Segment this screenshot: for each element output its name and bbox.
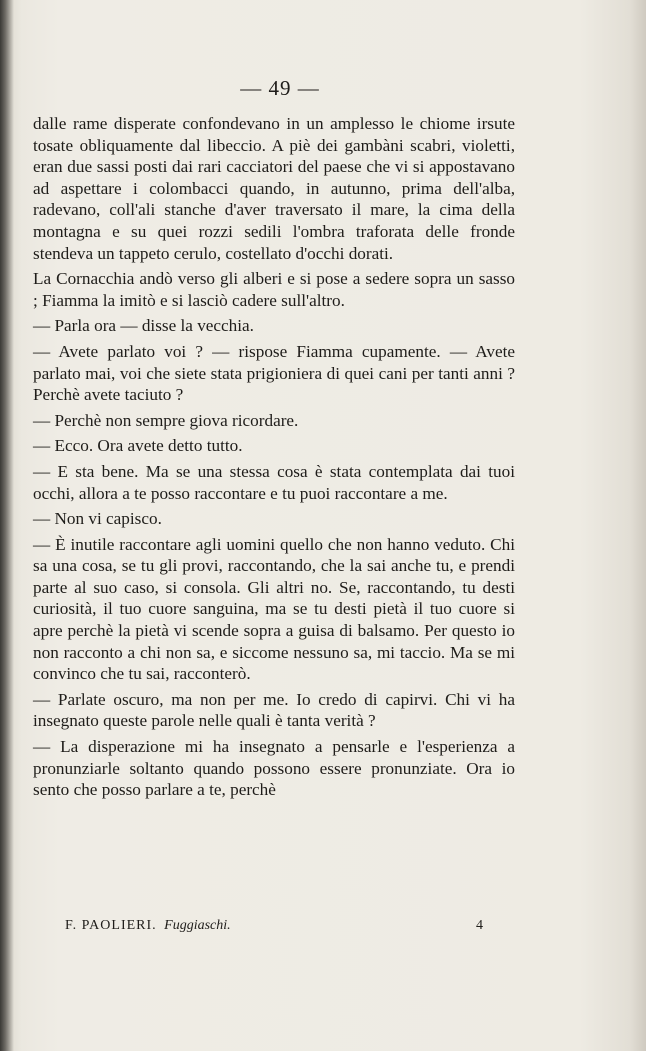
page-footer <box>65 918 483 934</box>
binding-shadow <box>0 0 14 1051</box>
footer-book-title: Fuggiaschi. <box>164 918 231 933</box>
body-text <box>33 113 515 801</box>
paragraph: — E sta bene. Ma se una stessa cosa è stata contemplata dai tuoi occhi, allora a te posso raccontare e tu puoi raccontare a me. <box>33 461 515 503</box>
paragraph: — Non vi capisco. <box>33 509 162 529</box>
footer-author: F. PAOLIERI. <box>65 918 157 933</box>
paragraph: — È inutile raccontare agli uomini quello che non hanno veduto. Chi sa una cosa, se tu gli provi, raccontando, che la sai anche tu, e prendi parte al suo caso, si consola. Gli altri no. Se, raccontando, tu desti curiosità, il tuo cuore sanguina, ma se tu desti pietà il tuo cuore si apre perchè la pietà vi scende sopra a guisa di balsamo. Per questo io non racconto a chi non sa, e siccome nessuno sa, mi taccio. Ma se mi convinco che tu sai, racconterò. <box>33 534 515 684</box>
signature-mark: 4 <box>476 918 483 933</box>
paragraph: — Ecco. Ora avete detto tutto. <box>33 436 243 456</box>
paragraph: La Cornacchia andò verso gli alberi e si pose a sedere sopra un sasso ; Fiamma la imitò e si lasciò cadere sull'altro. <box>33 269 515 310</box>
paragraph: — Parla ora — disse la vecchia. <box>33 316 254 336</box>
paragraph: — Avete parlato voi ? — rispose Fiamma cupamente. — Avete parlato mai, voi che siete stata prigioniera di quei cani per tanti anni ? Perchè avete taciuto ? <box>33 341 515 405</box>
paragraph: dalle rame disperate confondevano in un amplesso le chiome irsute tosate obliquamente dal libeccio. A piè dei gambàni scabri, violetti, eran due sassi posti dai rari cacciatori del paese che vi si appostavano ad aspettare i colombacci quando, in autunno, prima dell'alba, radevano, coll'ali stanche d'aver traversato il mare, la cima della montagna e su quei rozzi sedili l'ombra traforata delle fronde stendeva un tappeto cerulo, costellato d'occhi dorati. <box>33 114 515 263</box>
paragraph: — Perchè non sempre giova ricordare. <box>33 410 299 430</box>
paragraph: — La disperazione mi ha insegnato a pensarle e l'esperienza a pronunziarle soltanto quando possono essere pronunziate. Ora io sento che posso parlare a te, perchè <box>33 737 515 800</box>
paragraph: — Parlate oscuro, ma non per me. Io credo di capirvi. Chi vi ha insegnato queste parole nelle quali è tanta verità ? <box>33 689 515 731</box>
page-number: — 49 — <box>240 76 320 100</box>
